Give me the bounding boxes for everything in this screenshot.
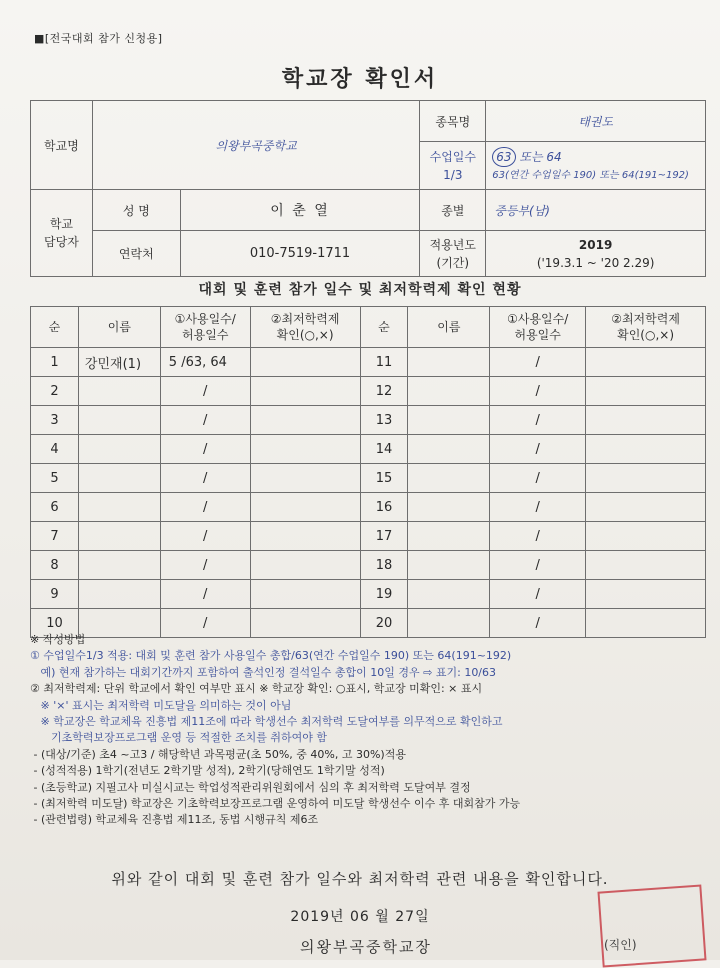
days-value-line1 [492, 147, 705, 167]
instruction-line: 예) 현재 참가하는 대회기간까지 포함하여 출석인정 결석일수 총합이 10일 경우 ⇨ 표기: 10/63 [30, 665, 497, 679]
col-days-left-line2: 허용일수 [182, 328, 229, 342]
instruction-line: ※ 학교장은 학교체육 진흥법 제11조에 따라 학생선수 최저학력 도달여부를 의무적으로 확인하고 [30, 715, 503, 729]
table-row [31, 551, 706, 580]
row-min [586, 348, 706, 377]
table-row [31, 348, 706, 377]
manager-label-line2: 담당자 [44, 235, 79, 249]
row-no: 7 [31, 522, 79, 551]
row-min [250, 348, 360, 377]
row-name [408, 377, 490, 406]
row-no: 20 [360, 609, 408, 638]
year-label-line1: 적용년도 [429, 237, 476, 252]
row-no: 17 [360, 522, 408, 551]
col-days-left [160, 307, 250, 348]
row-name [408, 551, 490, 580]
row-days: / [490, 580, 586, 609]
info-table [30, 100, 706, 277]
row-no: 18 [360, 551, 408, 580]
division-value: 중등부(남) [486, 190, 706, 231]
row-name [78, 551, 160, 580]
row-name [78, 580, 160, 609]
row-days: / [490, 551, 586, 580]
col-days-right [490, 307, 586, 348]
row-name [78, 493, 160, 522]
row-no: 12 [360, 377, 408, 406]
year-value [486, 231, 706, 277]
row-no: 19 [360, 580, 408, 609]
row-days: / [160, 580, 250, 609]
participation-table [30, 306, 706, 638]
status-section-title: 대회 및 훈련 참가 일수 및 최저학력제 확인 현황 [198, 282, 522, 298]
row-name [408, 493, 490, 522]
row-no: 3 [31, 406, 79, 435]
row-name [408, 348, 490, 377]
row-days: / [160, 609, 250, 638]
document-title: 학교장 확인서 [281, 67, 439, 92]
days-label-line2: 1/3 [443, 167, 463, 182]
row-no: 2 [31, 377, 79, 406]
col-no-right: 순 [360, 307, 408, 348]
table-row [31, 464, 706, 493]
row-name [408, 406, 490, 435]
row-name [78, 464, 160, 493]
confirmation-date: 2019년 06 월 27일 [290, 909, 430, 925]
event-label: 종목명 [420, 101, 486, 142]
col-name-right: 이름 [408, 307, 490, 348]
form-type-tag: ■[전국대회 참가 신청용] [34, 32, 163, 45]
row-no: 15 [360, 464, 408, 493]
days-value [486, 142, 706, 190]
col-days-right-line1: ①사용일수/ [507, 312, 569, 326]
instruction-line: ② 최저학력제: 단위 학교에서 확인 여부만 표시 ※ 학교장 확인: ○표시, 학교장 미확인: × 표시 [30, 682, 483, 696]
row-min [250, 493, 360, 522]
instruction-line: - (대상/기준) 초4 ~고3 / 해당학년 과목평균(초 50%, 중 40%, 고 30%)적용 [30, 747, 406, 761]
instruction-line: - (관련법령) 학교체육 진흥법 제11조, 동법 시행규칙 제6조 [30, 813, 319, 827]
contact-label: 연락처 [92, 231, 180, 277]
table-body [31, 348, 706, 638]
table-row [31, 580, 706, 609]
instruction-line: ① 수업일수1/3 적용: 대회 및 훈련 참가 사용일수 총합/63(연간 수업일수 190) 또는 64(191~192) [30, 649, 512, 663]
instruction-line: 기초학력보장프로그램 운영 등 적절한 조치를 취하여야 함 [30, 731, 327, 745]
col-days-left-line1: ①사용일수/ [174, 312, 236, 326]
school-value: 의왕부곡중학교 [92, 101, 419, 190]
row-days: / [490, 493, 586, 522]
row-no: 14 [360, 435, 408, 464]
row-min [586, 435, 706, 464]
row-min [250, 377, 360, 406]
table-row [31, 377, 706, 406]
row-min [250, 551, 360, 580]
row-no: 8 [31, 551, 79, 580]
row-name: 강민재(1) [78, 348, 160, 377]
row-days: / [160, 435, 250, 464]
row-no: 10 [31, 609, 79, 638]
row-no: 5 [31, 464, 79, 493]
row-no: 4 [31, 435, 79, 464]
row-days: / [160, 522, 250, 551]
col-min-left-line2: 확인(○,×) [276, 328, 334, 342]
row-min [586, 580, 706, 609]
confirmation-statement: 위와 같이 대회 및 훈련 참가 일수와 최저학력 관련 내용을 확인합니다. [111, 870, 609, 888]
row-days: / [160, 551, 250, 580]
row-days: / [490, 464, 586, 493]
row-min [586, 377, 706, 406]
row-min [586, 551, 706, 580]
row-min [586, 406, 706, 435]
days-value-rest: 또는 64 [519, 149, 562, 164]
seal-note: (직인) [604, 938, 637, 952]
row-days: / [490, 435, 586, 464]
row-days: / [160, 464, 250, 493]
name-value: 이 춘 열 [180, 190, 420, 231]
days-value-circled: 63 [492, 147, 515, 167]
row-min [586, 522, 706, 551]
row-days: / [160, 406, 250, 435]
row-min [586, 464, 706, 493]
row-no: 6 [31, 493, 79, 522]
table-header-row [31, 307, 706, 348]
row-days: / [160, 493, 250, 522]
col-days-right-line2: 허용일수 [514, 328, 561, 342]
row-days: / [490, 609, 586, 638]
row-name [408, 464, 490, 493]
row-min [586, 493, 706, 522]
col-min-left [250, 307, 360, 348]
row-min [250, 435, 360, 464]
row-days: / [490, 522, 586, 551]
row-name [78, 377, 160, 406]
row-days: / [490, 377, 586, 406]
contact-value: 010-7519-1711 [180, 231, 420, 277]
event-value: 태권도 [486, 101, 706, 142]
name-label: 성 명 [92, 190, 180, 231]
row-min [250, 406, 360, 435]
instruction-line: - (최저학력 미도달) 학교장은 기초학력보장프로그램 운영하여 미도달 학생선수 이수 후 대회참가 가능 [30, 797, 521, 811]
instruction-line: - (초등학교) 지필고사 미실시교는 학업성적관리위원회에서 심의 후 최저학력 도달여부 결정 [30, 780, 471, 794]
row-days: / [490, 406, 586, 435]
table-row [31, 522, 706, 551]
row-min [250, 522, 360, 551]
instructions [30, 632, 710, 829]
official-seal [597, 884, 706, 967]
row-no: 11 [360, 348, 408, 377]
principal-signature: 의왕부곡중학교장 [300, 938, 432, 956]
col-min-left-line1: ②최저학력제 [270, 312, 340, 326]
col-min-right [586, 307, 706, 348]
instruction-line: ※ '×' 표시는 최저학력 미도달을 의미하는 것이 아님 [30, 698, 292, 712]
row-no: 9 [31, 580, 79, 609]
manager-label [31, 190, 93, 277]
year-value-line2: ('19.3.1 ~ '20 2.29) [536, 255, 655, 270]
row-name [78, 435, 160, 464]
table-row [31, 435, 706, 464]
division-label: 종별 [420, 190, 486, 231]
row-name [78, 406, 160, 435]
col-no-left: 순 [31, 307, 79, 348]
year-label [420, 231, 486, 277]
row-name [408, 522, 490, 551]
school-label: 학교명 [31, 101, 93, 190]
instruction-line: - (성적적용) 1학기(전년도 2학기말 성적), 2학기(당해연도 1학기말 성적) [30, 764, 385, 778]
manager-label-line1: 학교 [49, 217, 74, 231]
row-min [250, 580, 360, 609]
year-label-line2: (기간) [436, 255, 470, 270]
row-name [408, 580, 490, 609]
days-value-line2: 63(연간 수업일수 190) 또는 64(191~192) [492, 169, 689, 181]
col-min-right-line2: 확인(○,×) [617, 328, 674, 342]
row-name [408, 435, 490, 464]
year-value-line1: 2019 [578, 237, 613, 252]
row-no: 13 [360, 406, 408, 435]
col-min-right-line1: ②최저학력제 [611, 312, 680, 326]
table-row [31, 493, 706, 522]
row-no: 16 [360, 493, 408, 522]
row-min [250, 464, 360, 493]
row-days: / [160, 377, 250, 406]
row-days: 5 /63, 64 [160, 348, 250, 377]
row-name [78, 522, 160, 551]
row-no: 1 [31, 348, 79, 377]
instruction-line: ※ 작성방법 [30, 633, 86, 646]
days-label-line1: 수업일수 [429, 149, 476, 164]
table-row [31, 406, 706, 435]
row-days: / [490, 348, 586, 377]
col-name-left: 이름 [78, 307, 160, 348]
days-label [420, 142, 486, 190]
